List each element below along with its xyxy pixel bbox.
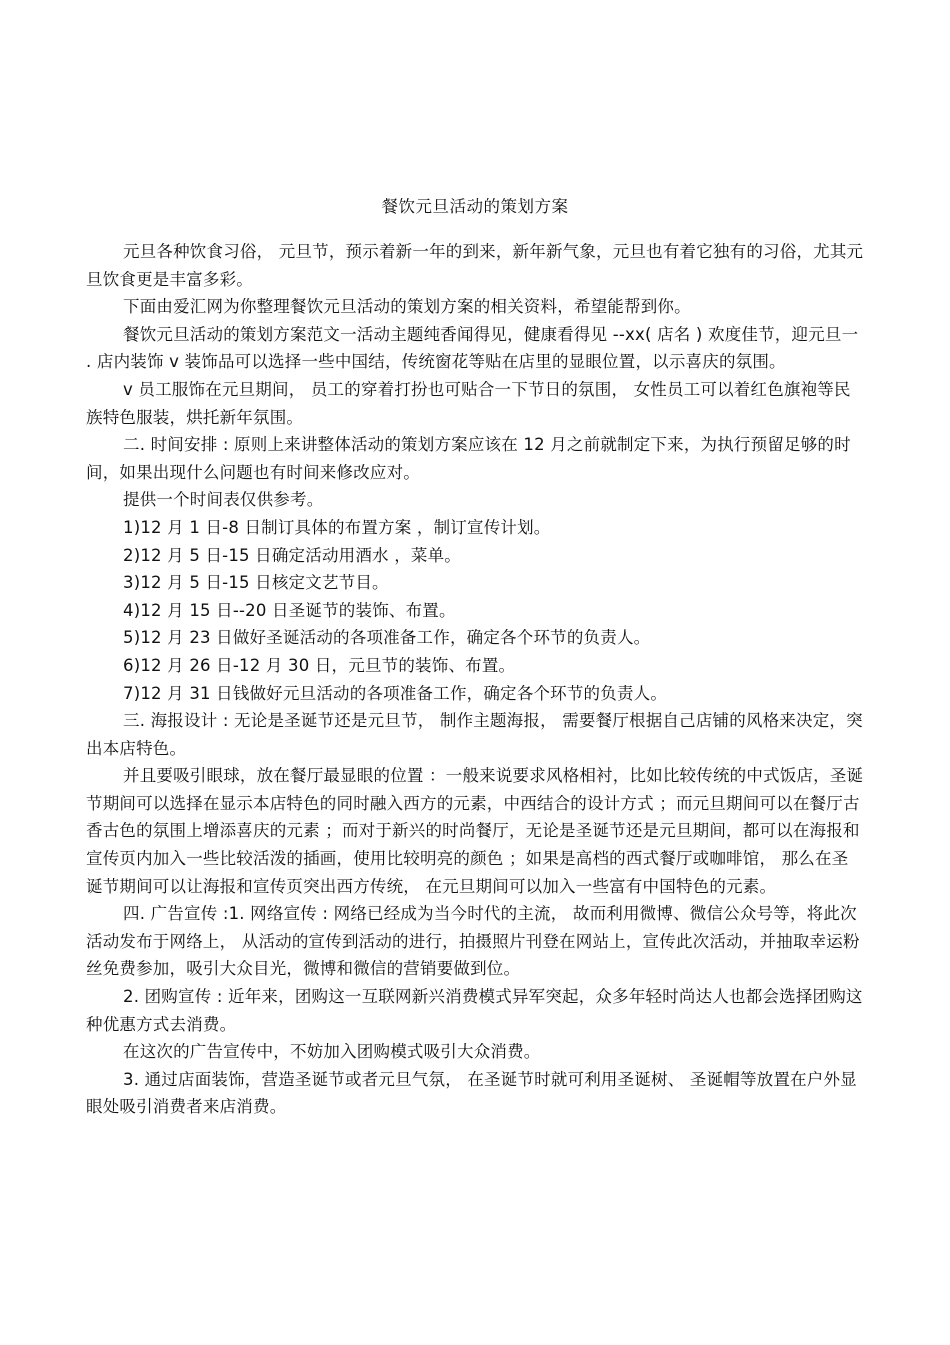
paragraph: 2. 团购宣传 : 近年来，团购这一互联网新兴消费模式异军突起，众多年轻时尚达人也都会选择团购这种优惠方式去消费。	[86, 987, 863, 1034]
paragraph: 并且要吸引眼球，放在餐厅最显眼的位置 ：一般来说要求风格相衬，比如比较传统的中式饭店，圣诞节期间可以选择在显示本店特色的同时融入西方的元素，中西结合的设计方式 ；而元旦期间可以在餐厅古香古色的氛围上增添喜庆的元素 ；而对于新兴的时尚餐厅，无论是圣诞节还是元旦期间，都可以在海报和宣传页内加入一些比较活泼的插画，使用比较明亮的颜色 ；如果是高档的西式餐厅或咖啡馆， 那么在圣诞节期间可以让海报和宣传页突出西方传统， 在元旦期间可以加入一些富有中国特色的元素。	[86, 766, 864, 896]
paragraph: 在这次的广告宣传中，不妨加入团购模式吸引大众消费。	[123, 1042, 541, 1062]
document-title: 餐饮元旦活动的策划方案	[381, 197, 569, 216]
schedule-item: 2)12 月 5 日-15 日确定活动用酒水 ，菜单。	[123, 545, 462, 565]
paragraph: 二. 时间安排 : 原则上来讲整体活动的策划方案应该在 12 月之前就制定下来，为执行预留足够的时间，如果出现什么问题也有时间来修改应对。	[86, 435, 851, 482]
schedule-item: 4)12 月 15 日--20 日圣诞节的装饰、布置。	[123, 600, 456, 620]
schedule-item: 7)12 月 31 日钱做好元旦活动的各项准备工作，确定各个环节的负责人。	[123, 683, 668, 703]
paragraph: 元旦各种饮食习俗， 元旦节，预示着新一年的到来，新年新气象，元旦也有着它独有的习俗，尤其元旦饮食更是丰富多彩。	[86, 242, 864, 289]
schedule-item: 3)12 月 5 日-15 日核定文艺节目。	[123, 573, 389, 593]
document-body	[86, 238, 864, 1121]
paragraph: 提供一个时间表仅供参考。	[123, 490, 324, 510]
paragraph: 四. 广告宣传 :1. 网络宣传 : 网络已经成为当今时代的主流， 故而利用微博、微信公众号等，将此次活动发布于网络上， 从活动的宣传到活动的进行，拍摄照片刊登在网站上，宣传此次活动，并抽取幸运粉丝免费参加，吸引大众目光，微博和微信的营销要做到位。	[86, 904, 860, 979]
paragraph: v 员工服饰在元旦期间， 员工的穿着打扮也可贴合一下节日的氛围， 女性员工可以着红色旗袍等民族特色服装，烘托新年氛围。	[86, 379, 851, 427]
paragraph: 3. 通过店面装饰，营造圣诞节或者元旦气氛， 在圣诞节时就可利用圣诞树、 圣诞帽等放置在户外显眼处吸引消费者来店消费。	[86, 1069, 857, 1117]
paragraph: 餐饮元旦活动的策划方案范文一活动主题纯香闻得见，健康看得见 --xx( 店名 ) 欢度佳节，迎元旦一 . 店内装饰 v 装饰品可以选择一些中国结，传统窗花等贴在店里的显眼位置，以示喜庆的氛围。	[86, 324, 859, 372]
paragraph: 下面由爱汇网为你整理餐饮元旦活动的策划方案的相关资料，希望能帮到你。	[123, 297, 691, 317]
paragraph: 三. 海报设计 : 无论是圣诞节还是元旦节， 制作主题海报， 需要餐厅根据自己店铺的风格来决定，突出本店特色。	[86, 711, 863, 758]
schedule-item: 6)12 月 26 日-12 月 30 日，元旦节的装饰、布置。	[123, 655, 516, 675]
schedule-item: 1)12 月 1 日-8 日制订具体的布置方案 ，制订宣传计划。	[123, 517, 551, 537]
schedule-item: 5)12 月 23 日做好圣诞活动的各项准备工作，确定各个环节的负责人。	[123, 628, 651, 648]
